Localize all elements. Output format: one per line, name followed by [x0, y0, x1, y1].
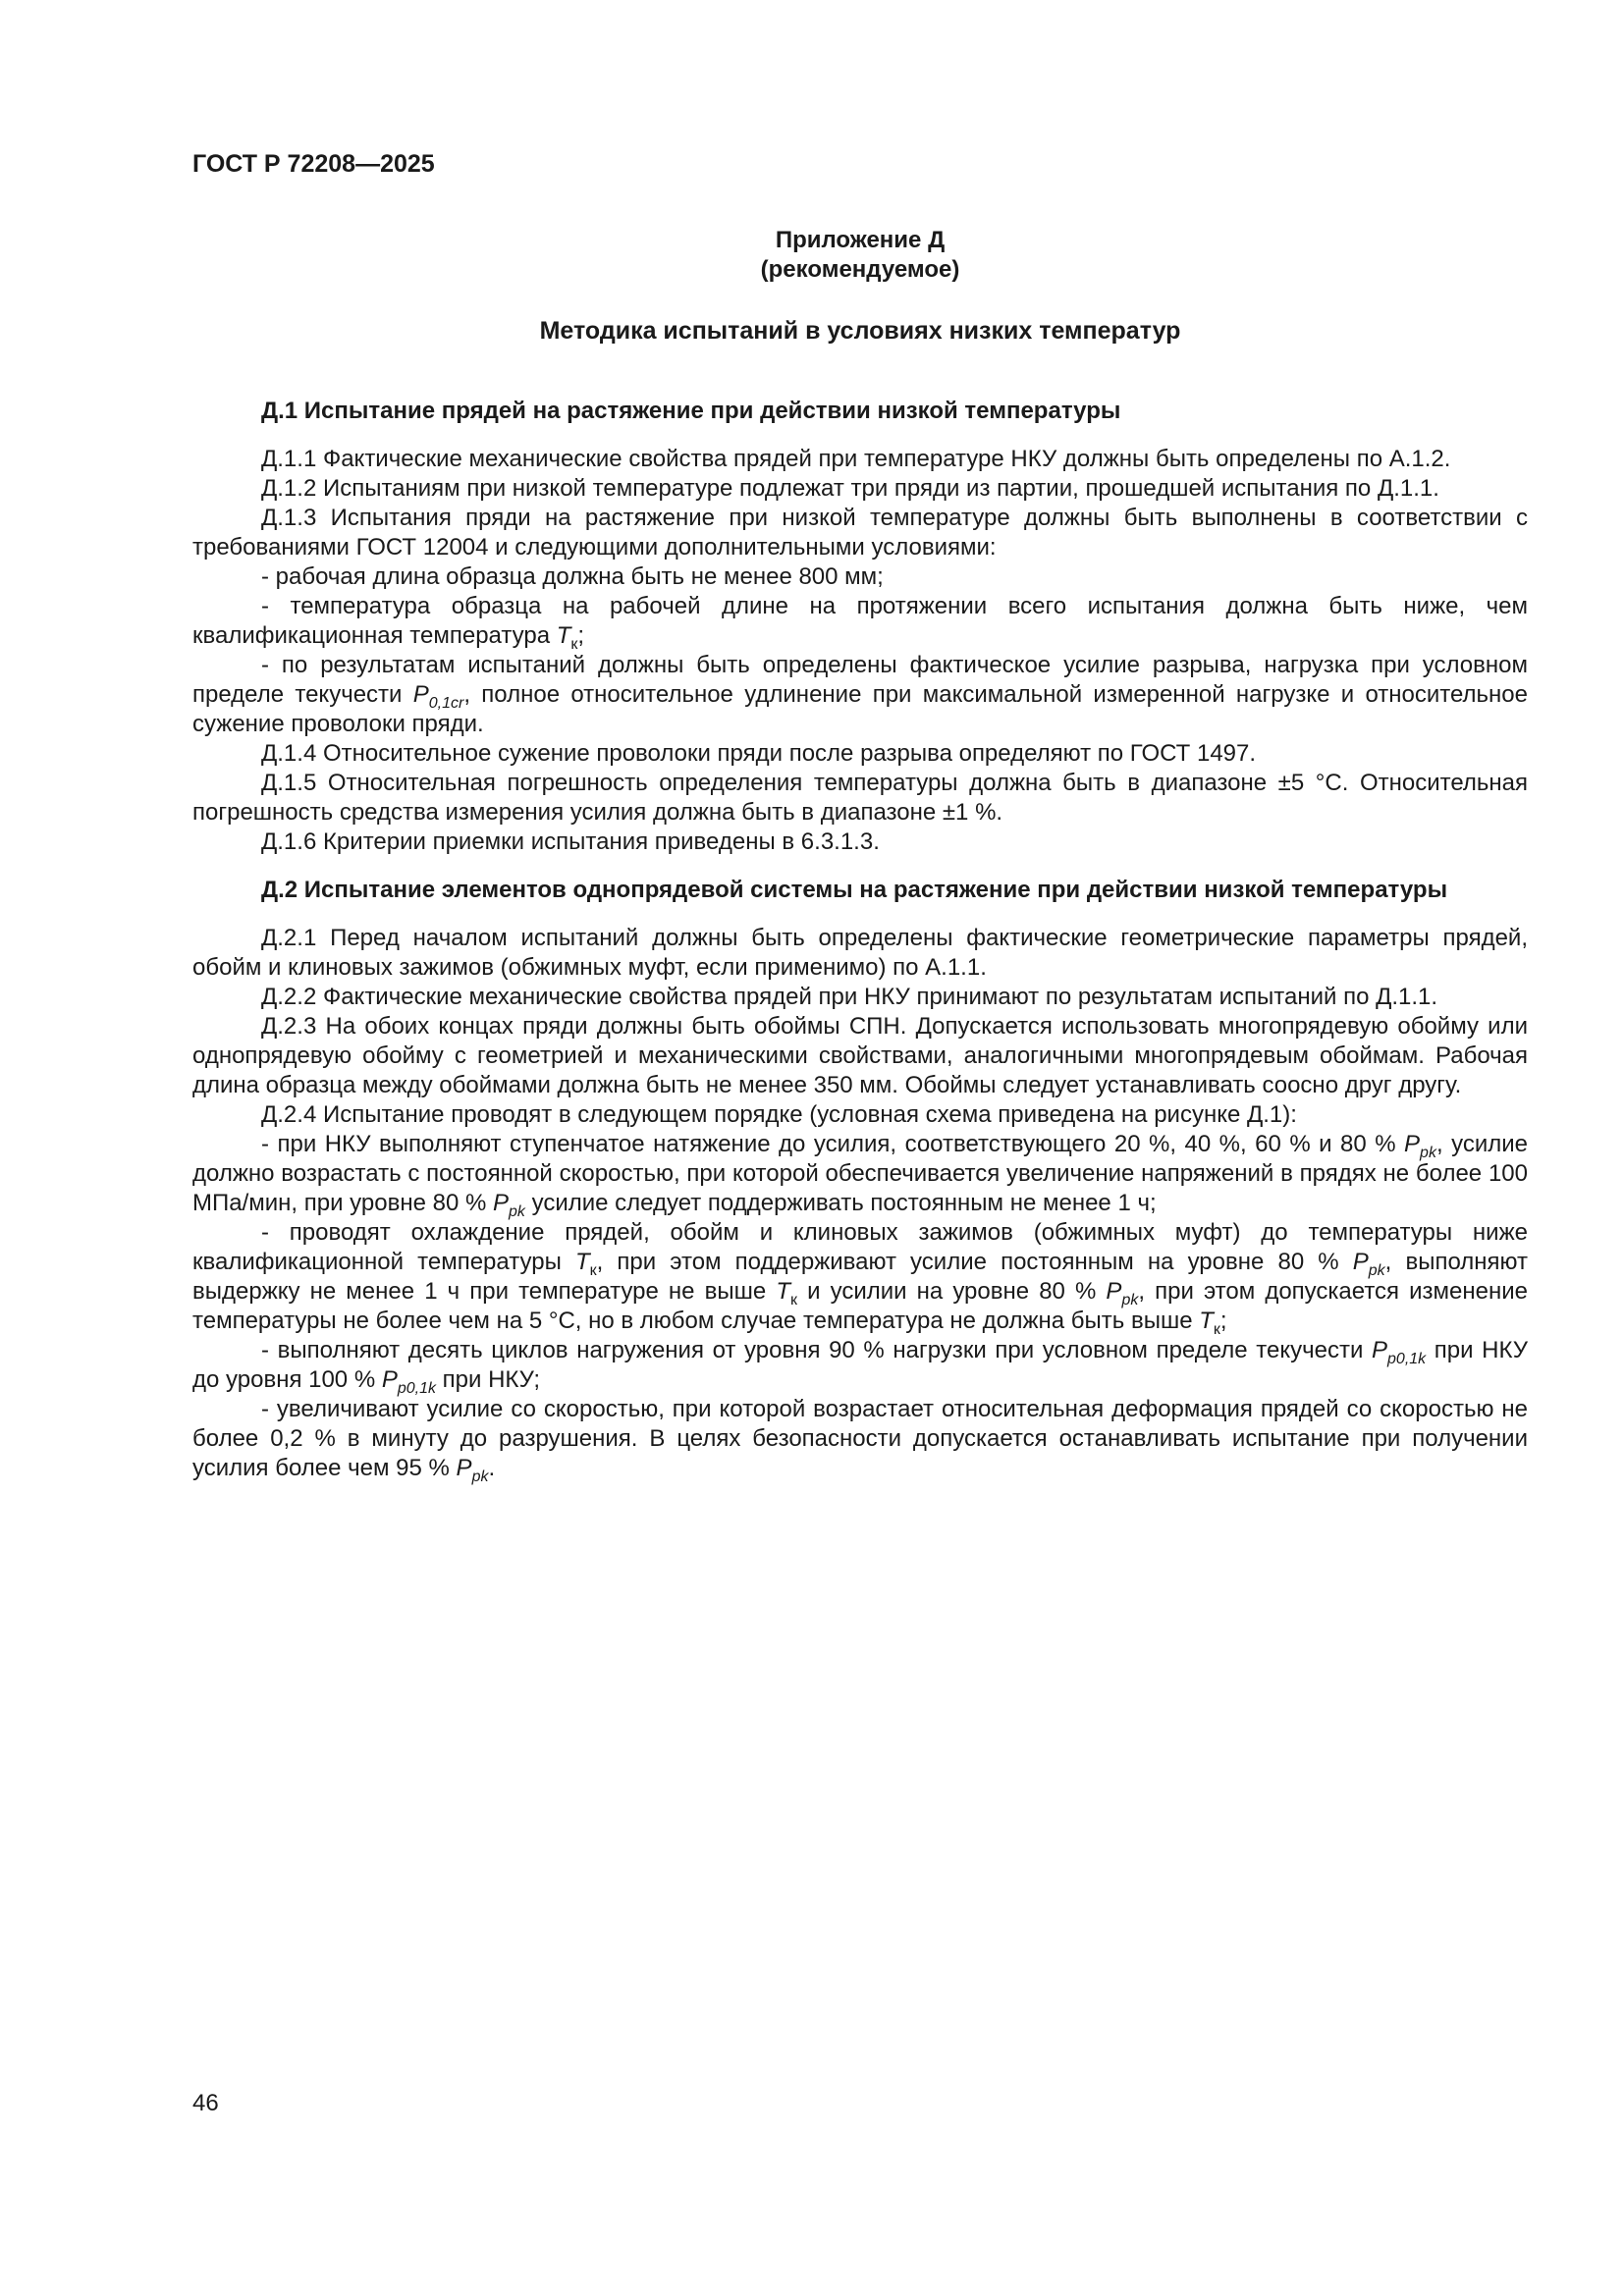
- document-body: [192, 397, 1528, 1483]
- section-2-heading: Д.2 Испытание элементов однопрядевой системы на растяжение при действии низкой температуры: [261, 877, 1448, 903]
- section-1-heading: Д.1 Испытание прядей на растяжение при действии низкой температуры: [261, 398, 1121, 424]
- method-title: Методика испытаний в условиях низких температур: [539, 317, 1181, 345]
- paragraph-d-2-3: Д.2.3 На обоих концах пряди должны быть обоймы СПН. Допускается использовать многопрядевую обойму или однопрядевую обойму с геометрией и механическими свойствами, аналогичными многопрядевым обоймам. Рабочая длина образца между обоймами должна быть не менее 350 мм. Обоймы следует устанавливать соосно друг другу.: [192, 1013, 1528, 1098]
- paragraph-d-2-2: Д.2.2 Фактические механические свойства прядей при НКУ принимают по результатам испытаний по Д.1.1.: [261, 984, 1438, 1010]
- paragraph-d-1-3: Д.1.3 Испытания пряди на растяжение при низкой температуре должны быть выполнены в соответствии с требованиями ГОСТ 12004 и следующими дополнительными условиями:: [192, 505, 1528, 561]
- list-item: - при НКУ выполняют ступенчатое натяжение до усилия, соответствующего 20 %, 40 %, 60 % и 80 % $P_{pk}$, усилие должно возрастать с постоянной скоростью, при которой обеспечивается увеличение напряжений в прядях не более 100 МПа/мин, при уровне 80 % $P_{pk}$ усилие следует поддерживать постоянным не менее 1 ч;: [192, 1131, 1528, 1220]
- paragraph-d-1-6: Д.1.6 Критерии приемки испытания приведены в 6.3.1.3.: [261, 828, 880, 855]
- paragraph-d-1-1: Д.1.1 Фактические механические свойства прядей при температуре НКУ должны быть определены по А.1.2.: [261, 446, 1451, 472]
- paragraph-d-1-4: Д.1.4 Относительное сужение проволоки пряди после разрыва определяют по ГОСТ 1497.: [261, 740, 1257, 767]
- annex-title: Приложение Д: [775, 227, 946, 253]
- list-item: - температура образца на рабочей длине на протяжении всего испытания должна быть ниже, чем квалификационная температура $T_к$;: [192, 593, 1528, 653]
- paragraph-d-1-5: Д.1.5 Относительная погрешность определения температуры должна быть в диапазоне ±5 °С. Относительная погрешность средства измерения усилия должна быть в диапазоне ±1 %.: [192, 770, 1528, 826]
- paragraph-d-2-4: Д.2.4 Испытание проводят в следующем порядке (условная схема приведена на рисунке Д.1):: [261, 1101, 1297, 1128]
- list-item: - проводят охлаждение прядей, обойм и клиновых зажимов (обжимных муфт) до температуры ниже квалификационной температуры $T_к$, при этом поддерживают усилие постоянным на уровне 80 % $P_{pk}$, выполняют выдержку не менее 1 ч при температуре не выше $T_к$ и усилии на уровне 80 % $P_{pk}$, при этом допускается изменение температуры не более чем на 5 °С, но в любом случае температура не должна быть выше $T_к$;: [192, 1219, 1529, 1338]
- list-item: - рабочая длина образца должна быть не менее 800 мм;: [261, 563, 884, 590]
- list-item: - по результатам испытаний должны быть определены фактическое усилие разрыва, нагрузка при условном пределе текучести $P_{0,1cr}$, полное относительное удлинение при максимальной измеренной нагрузке и относительное сужение проволоки пряди.: [192, 652, 1529, 737]
- standard-code: ГОСТ Р 72208—2025: [192, 150, 435, 178]
- list-item: - выполняют десять циклов нагружения от уровня 90 % нагрузки при условном пределе текучести $P_{p0,1k}$ при НКУ до уровня 100 % $P_{p0,1k}$ при НКУ;: [192, 1337, 1528, 1397]
- annex-status: (рекомендуемое): [760, 256, 960, 283]
- page-number: 46: [192, 2090, 219, 2116]
- paragraph-d-2-1: Д.2.1 Перед началом испытаний должны быть определены фактические геометрические параметры прядей, обойм и клиновых зажимов (обжимных муфт, если применимо) по А.1.1.: [192, 925, 1528, 981]
- annex-heading: [192, 226, 1528, 285]
- list-item: - увеличивают усилие со скоростью, при которой возрастает относительная деформация прядей со скоростью не более 0,2 % в минуту до разрушения. В целях безопасности допускается останавливать испытание при получении усилия более чем 95 % $P_{pk}$.: [192, 1396, 1528, 1485]
- paragraph-d-1-2: Д.1.2 Испытаниям при низкой температуре подлежат три пряди из партии, прошедшей испытания по Д.1.1.: [261, 475, 1439, 502]
